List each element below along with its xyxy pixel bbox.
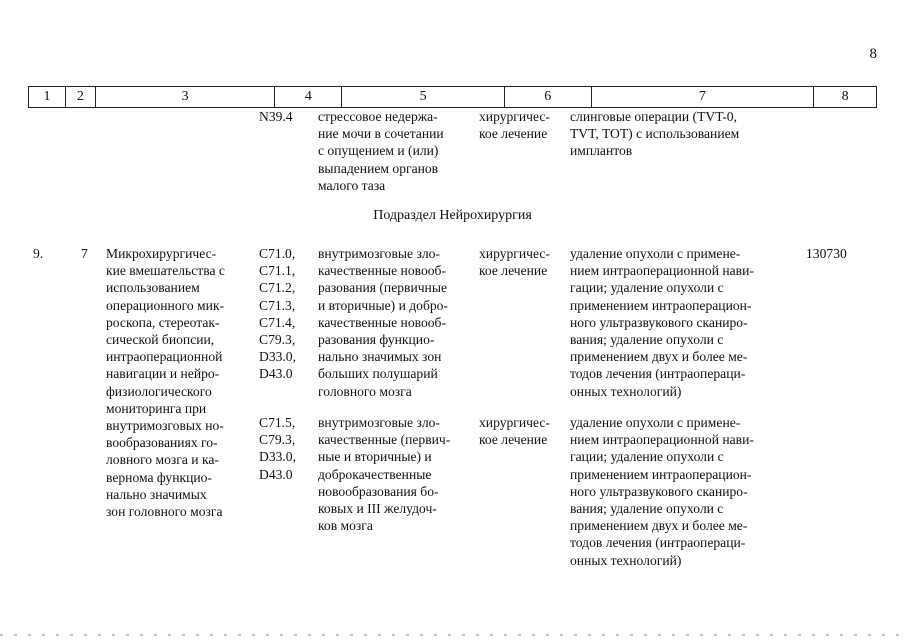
table-header-row: [28, 86, 877, 108]
row-codes-b: C71.5, C79.3, D33.0, D43.0: [259, 415, 297, 482]
header-cell-8: 8: [841, 89, 849, 104]
cont-row-method: слинговые операции (TVT-0, TVT, TOT) с использованием имплантов: [570, 109, 740, 159]
row-model-b: внутримозговые зло- качественные (первич- ные и вторичные) и доброкачественные новообразования бо- ковых и III желудоч- ков мозга: [318, 415, 451, 534]
header-cell-7: 7: [592, 87, 814, 107]
page-number: 8: [869, 46, 877, 62]
header-cell-6: 6: [505, 87, 592, 107]
row-care-name: Микрохирургичес- кие вмешательства с использованием операционного мик- роскопа, стереотак- сической биопсии, интраоперационной навигации и нейро- физиологического мониторинга при внутримозговых но- вообразованиях го- ловного мозга и ка- вернома функцио- нально значимых зон головного мозга: [106, 246, 225, 520]
row-cost: 130730: [806, 246, 847, 261]
cont-row-treatment-type: хирургичес- кое лечение: [479, 109, 550, 142]
row-treatment-type-b: хирургичес- кое лечение: [479, 415, 550, 448]
row-model-a: внутримозговые зло- качественные новооб- разования (первичные и вторичные) и добро- качественные новооб- разования функцио- нально значимых зон больших полушарий головного мозга: [318, 246, 449, 399]
cont-row-codes: N39.4: [259, 109, 293, 124]
row-method-a: удаление опухоли с примене- нием интраоперационной нави- гации; удаление опухоли с применением интраоперацион- ного ультразвукового сканиро- вания; удаление опухоли с применением двух и более ме- тодов лечения (интраопераци- онных технологий): [570, 246, 754, 399]
cont-row-model: стрессовое недержа- ние мочи в сочетании с опущением и (или) выпадением органов малого таза: [318, 109, 444, 193]
header-cell-3: 3: [96, 87, 276, 107]
row-treatment-type-a: хирургичес- кое лечение: [479, 246, 550, 279]
header-cell-1: 1: [29, 87, 66, 107]
row-group-number: 7: [81, 246, 88, 261]
subsection-title: Подраздел Нейрохирургия: [373, 208, 532, 223]
row-method-b: удаление опухоли с примене- нием интраоперационной нави- гации; удаление опухоли с применением интраоперацион- ного ультразвукового сканиро- вания; удаление опухоли с применением двух и более ме- тодов лечения (интраопераци- онных технологий): [570, 415, 754, 568]
header-cell-4: 4: [275, 87, 342, 107]
header-cell-5: 5: [342, 87, 505, 107]
row-codes-a: C71.0, C71.1, C71.2, C71.3, C71.4, C79.3, D33.0, D43.0: [259, 246, 297, 382]
row-number: 9.: [33, 246, 44, 261]
scan-artifact-line: [0, 634, 905, 636]
header-cell-2: 2: [66, 87, 96, 107]
